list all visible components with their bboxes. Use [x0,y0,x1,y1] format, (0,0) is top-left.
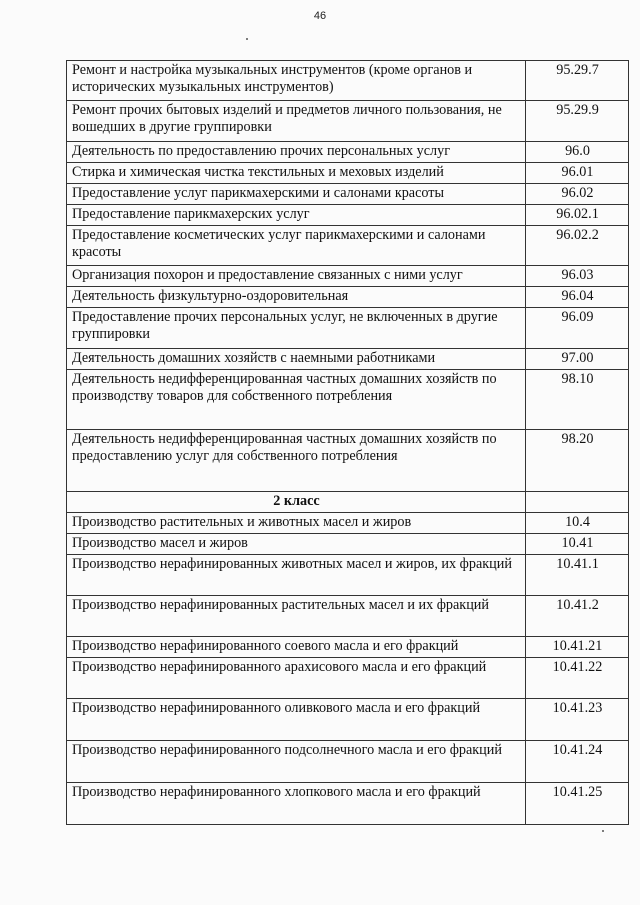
activity-name: Производство нерафинированного арахисового масла и его фракций [67,658,526,699]
table-row [67,513,629,534]
activity-code: 10.41.24 [526,741,629,783]
activity-name: Предоставление косметических услуг парикмахерскими и салонами красоты [67,226,526,266]
activity-code: 98.20 [526,430,629,492]
table-row [67,266,629,287]
activity-name: Деятельность домашних хозяйств с наемными работниками [67,349,526,370]
activity-code: 10.41 [526,534,629,555]
activity-name: Производство нерафинированного соевого масла и его фракций [67,637,526,658]
activity-name: Стирка и химическая чистка текстильных и меховых изделий [67,163,526,184]
table-row [67,61,629,101]
section-title: 2 класс [67,492,526,513]
activity-code: 98.10 [526,370,629,430]
activity-name: Производство нерафинированного подсолнечного масла и его фракций [67,741,526,783]
activity-name: Производство масел и жиров [67,534,526,555]
activity-name: Производство нерафинированных животных масел и жиров, их фракций [67,555,526,596]
activity-name: Ремонт и настройка музыкальных инструментов (кроме органов и исторических музыкальных инструментов) [67,61,526,101]
table-row [67,287,629,308]
activity-name: Деятельность недифференцированная частных домашних хозяйств по предоставлению услуг для собственного потребления [67,430,526,492]
table-row [67,101,629,142]
activity-code: 96.02.2 [526,226,629,266]
activity-code: 97.00 [526,349,629,370]
activity-name: Предоставление парикмахерских услуг [67,205,526,226]
table-row [67,349,629,370]
activity-code: 10.41.21 [526,637,629,658]
table-row [67,596,629,637]
section-header-row [67,492,629,513]
activity-code: 10.41.25 [526,783,629,825]
activity-name: Ремонт прочих бытовых изделий и предметов личного пользования, не вошедших в другие группировки [67,101,526,142]
activity-name: Деятельность по предоставлению прочих персональных услуг [67,142,526,163]
table-row [67,699,629,741]
activity-name: Предоставление прочих персональных услуг, не включенных в другие группировки [67,308,526,349]
scan-speck [246,38,248,40]
table-row [67,741,629,783]
activity-code: 10.41.23 [526,699,629,741]
activity-code: 96.04 [526,287,629,308]
table-row [67,205,629,226]
activity-code: 10.4 [526,513,629,534]
table-row [67,142,629,163]
activity-name: Предоставление услуг парикмахерскими и салонами красоты [67,184,526,205]
activity-name: Производство нерафинированных растительных масел и их фракций [67,596,526,637]
table-row [67,658,629,699]
activity-code: 95.29.7 [526,61,629,101]
table-row [67,783,629,825]
activity-name: Деятельность физкультурно-оздоровительная [67,287,526,308]
activity-name: Организация похорон и предоставление связанных с ними услуг [67,266,526,287]
activity-name: Деятельность недифференцированная частных домашних хозяйств по производству товаров для собственного потребления [67,370,526,430]
activity-name: Производство нерафинированного хлопкового масла и его фракций [67,783,526,825]
activity-name: Производство нерафинированного оливкового масла и его фракций [67,699,526,741]
table-row [67,308,629,349]
empty-code-cell [526,492,629,513]
scan-speck [602,830,604,832]
activity-code: 10.41.2 [526,596,629,637]
table-row [67,163,629,184]
table-row [67,184,629,205]
table-row [67,430,629,492]
activity-code: 95.29.9 [526,101,629,142]
table-row [67,226,629,266]
table-row [67,555,629,596]
activity-code: 96.02 [526,184,629,205]
activity-code: 96.09 [526,308,629,349]
table-row [67,534,629,555]
table-row [67,370,629,430]
activity-code: 96.03 [526,266,629,287]
activity-code: 96.0 [526,142,629,163]
table-row [67,637,629,658]
activity-code: 96.02.1 [526,205,629,226]
activity-code: 10.41.22 [526,658,629,699]
page-number: 46 [313,10,327,22]
activity-name: Производство растительных и животных масел и жиров [67,513,526,534]
activity-code: 10.41.1 [526,555,629,596]
activity-code: 96.01 [526,163,629,184]
activity-codes-table [66,60,629,825]
